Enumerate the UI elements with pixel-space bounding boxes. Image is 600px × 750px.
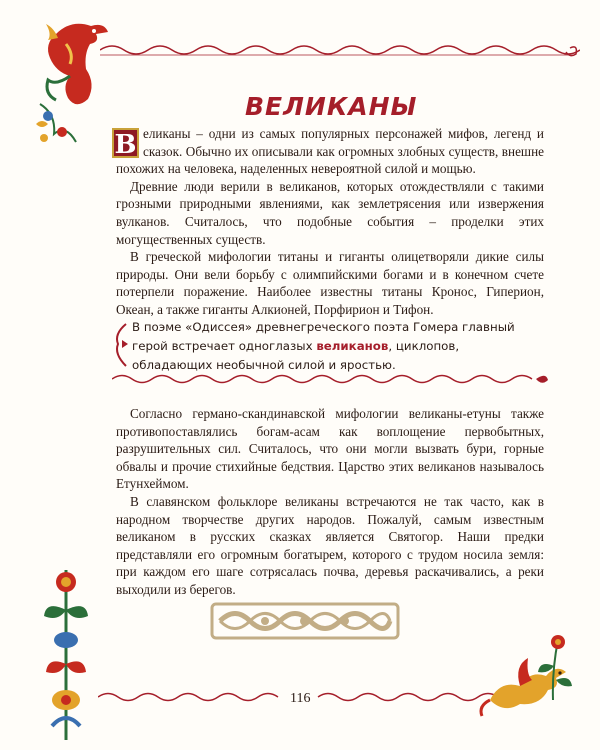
note-text-start: В поэме «Одиссея» древнегреческого поэта Гомера главный герой встречает одноглазых: [132, 320, 515, 353]
note-text-end: , циклопов, обладающих необычной силой и яростью.: [132, 339, 460, 372]
note-marker-icon: [110, 320, 130, 370]
paragraph-4: Согласно германо-скандинавской мифологии великаны-етуны также противопоставлялись богам-асам как воплощение первобытных, разрушительных сил. Считалось, что они могли вызвать бури, горные обвалы и прочие стихийные бедствия. Царство этих великанов называлось Етунхеймом.: [116, 406, 544, 492]
paragraph-2: Древние люди верили в великанов, которых отождествляли с такими грозными природными явлениями, как землетрясения или извержения вулканов. Считалось, что подобные события – проделки этих могущественных существ.: [116, 178, 544, 247]
drop-cap: В: [112, 128, 139, 158]
page-number: 116: [290, 691, 311, 706]
paragraph-3: В греческой мифологии титаны и гиганты олицетворяли дикие силы природы. Они вели борьбу с олимпийскими богами и в конечном счете потерпели поражение. Наиболее известны титаны Кронос, Гиперион, Океан, а также гиганты Алкионей, Порфирион и Тифон.: [116, 249, 544, 317]
paragraph-1: [116, 125, 544, 178]
dragon-illustration: [26, 14, 116, 154]
floral-vine-illustration: [36, 560, 96, 740]
floral-sprig-illustration: [528, 630, 578, 700]
note-divider: [112, 372, 552, 386]
knot-ornament: [210, 602, 400, 640]
note-highlight: великанов: [316, 339, 389, 353]
paragraph-5: В славянском фольклоре великаны встречаются не так часто, как в народном творчестве других народов. Пожалуй, самым известным великаном в русских сказках является Святогор. Наши предки представляли его огромным богатырем, которого с трудом носила земля: при каждом его шаге сотрясалась почва, деревья раскачивались, а реки выходили из берегов.: [116, 493, 544, 597]
callout-note: [132, 318, 542, 375]
text-block-2: [116, 405, 544, 599]
paragraph-1-text: еликаны – одни из самых популярных персонажей мифов, легенд и сказок. Обычно их описывали как огромных злобных существ, внешне похожих на человека, наделенных невероятной силой и мощью.: [116, 126, 544, 177]
top-border-ornament: [100, 40, 580, 60]
text-block-1: [116, 125, 544, 319]
page-title: ВЕЛИКАНЫ: [245, 92, 418, 121]
